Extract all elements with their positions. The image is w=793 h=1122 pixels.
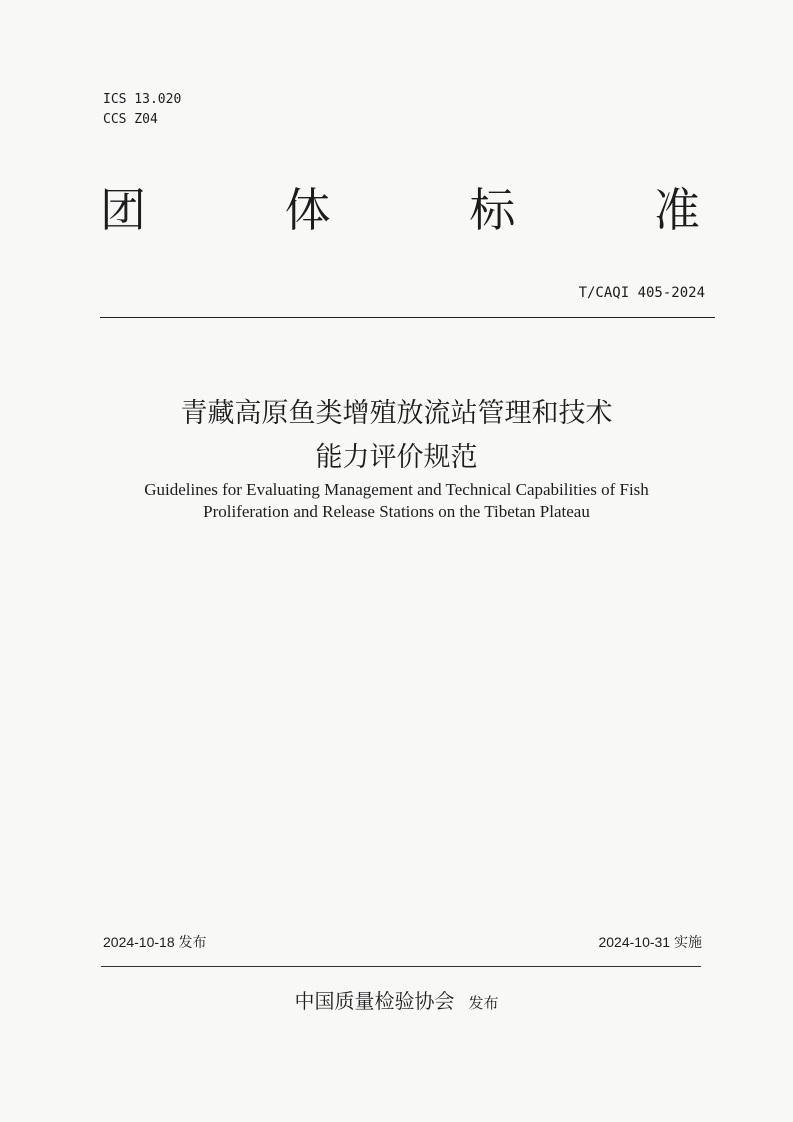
classification-codes <box>103 90 181 130</box>
english-title-line: Proliferation and Release Stations on the Tibetan Plateau <box>203 502 590 521</box>
document-type-heading <box>100 180 700 240</box>
doc-type-char: 体 <box>284 183 331 237</box>
bottom-divider <box>101 966 701 967</box>
publish-date: 2024-10-18 发布 <box>103 934 207 950</box>
issuer <box>0 985 793 1014</box>
standard-number: T/CAQI 405-2024 <box>578 285 705 301</box>
doc-type-char: 标 <box>469 183 516 237</box>
ccs-code: CCS Z04 <box>103 112 158 127</box>
top-divider <box>100 317 715 318</box>
english-title-line: Guidelines for Evaluating Management and Technical Capabilities of Fish <box>144 480 649 499</box>
english-title <box>0 479 793 523</box>
implementation-date: 2024-10-31 实施 <box>598 934 702 950</box>
issuer-action: 发布 <box>468 994 499 1012</box>
doc-type-char: 团 <box>100 183 146 237</box>
chinese-title <box>0 392 793 480</box>
issuer-name: 中国质量检验协会 <box>294 989 455 1013</box>
ics-code: ICS 13.020 <box>103 92 182 107</box>
chinese-title-line: 能力评价规范 <box>315 442 478 473</box>
chinese-title-line: 青藏高原鱼类增殖放流站管理和技术 <box>180 398 613 429</box>
doc-type-char: 准 <box>653 183 700 237</box>
